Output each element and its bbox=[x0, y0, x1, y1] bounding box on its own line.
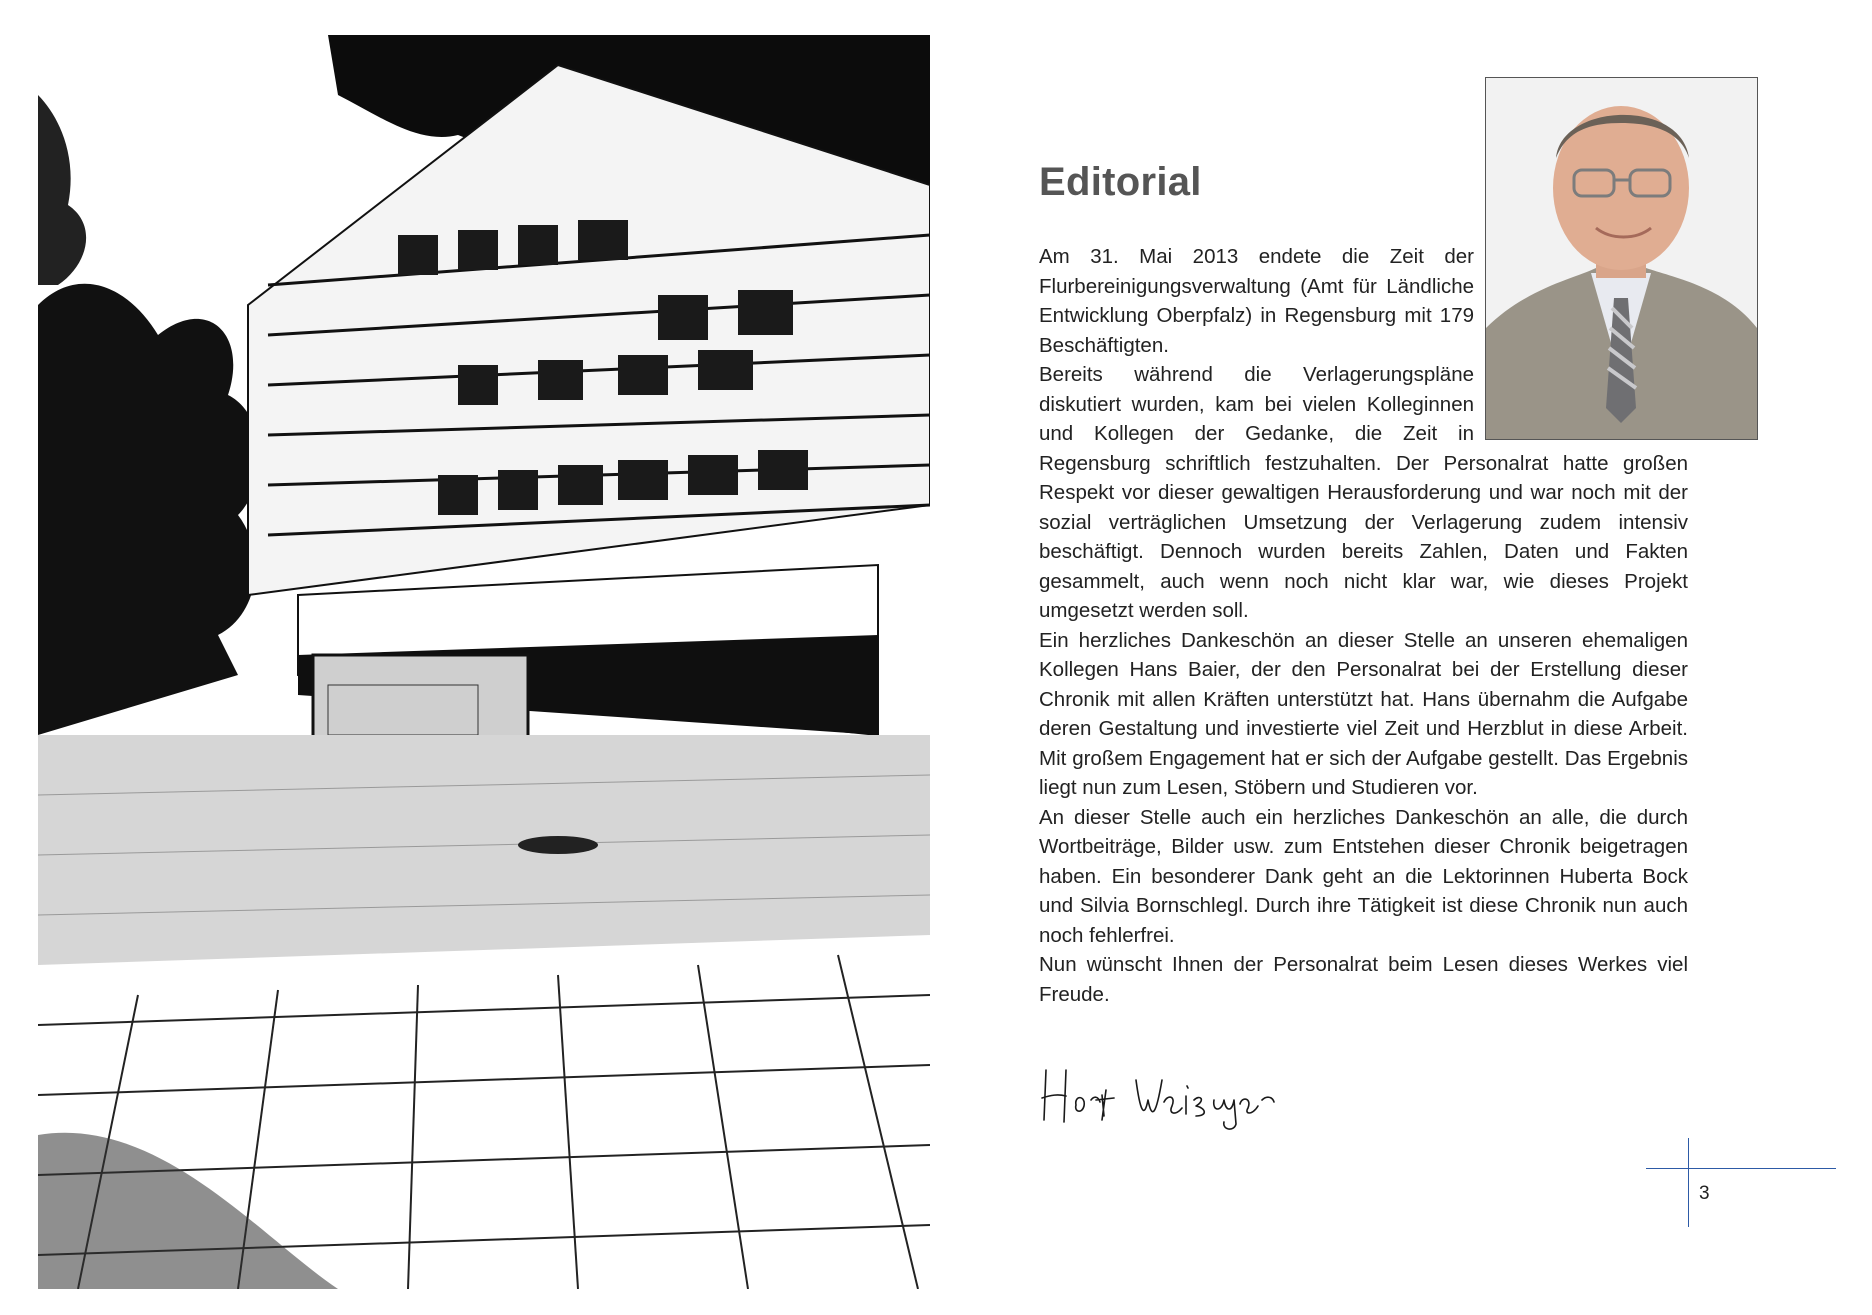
page-mark-horizontal bbox=[1646, 1168, 1836, 1169]
paragraph-2: Bereits während die Verlagerungspläne diskutiert wurden, kam bei vielen Kolleginnen und Kollegen der Gedanke, die Zeit in Regensburg schriftlich festzuhalten. Der Personalrat hatte großen Respekt vor dieser gewaltigen Herausforderung und war noch mit der sozial verträglichen Umsetzung der Verlagerung zudem intensiv beschäftigt. Dennoch wurden bereits Zahlen, Daten und Fakten gesammelt, auch wenn noch nicht klar war, wie dieses Projekt umgesetzt werden soll. bbox=[1039, 363, 1688, 622]
editorial-body bbox=[1039, 242, 1688, 1009]
paragraph-4: An dieser Stelle auch ein herzliches Dankeschön an alle, die durch Wortbeiträge, Bilder usw. zum Entstehen dieser Chronik beigetragen haben. Ein besonderer Dank geht an die Lektorinnen Huberta Bock und Silvia Bornschlegl. Durch ihre Tätigkeit ist diese Chronik nun auch noch fehlerfrei. bbox=[1039, 805, 1688, 947]
page-mark-vertical bbox=[1688, 1138, 1689, 1227]
building-photo-graphic bbox=[38, 35, 930, 1289]
signature-graphic bbox=[1036, 1050, 1286, 1130]
page-number: 3 bbox=[1699, 1183, 1710, 1204]
signature bbox=[1036, 1050, 1286, 1130]
portrait-text-wrap bbox=[1474, 242, 1688, 440]
page-title: Editorial bbox=[1039, 160, 1202, 204]
paragraph-5: Nun wünscht Ihnen der Personalrat beim Lesen dieses Werkes viel Freude. bbox=[1039, 953, 1688, 1006]
paragraph-1: Am 31. Mai 2013 endete die Zeit der Flurbereinigungsverwaltung (Amt für Ländliche Entwicklung Oberpfalz) in Regensburg mit 179 Beschäftigten. bbox=[1039, 245, 1474, 357]
building-photo bbox=[38, 35, 930, 1289]
paragraph-3: Ein herzliches Dankeschön an dieser Stelle an unseren ehemaligen Kollegen Hans Baier, der den Personalrat bei der Erstellung dieser Chronik mit allen Kräften unterstützt hat. Hans übernahm die Aufgabe deren Gestaltung und investierte viel Zeit und Herzblut in diese Arbeit. Mit großem Engagement hat er sich der Aufgabe gestellt. Das Ergebnis liegt nun zum Lesen, Stöbern und Studieren vor. bbox=[1039, 628, 1688, 799]
